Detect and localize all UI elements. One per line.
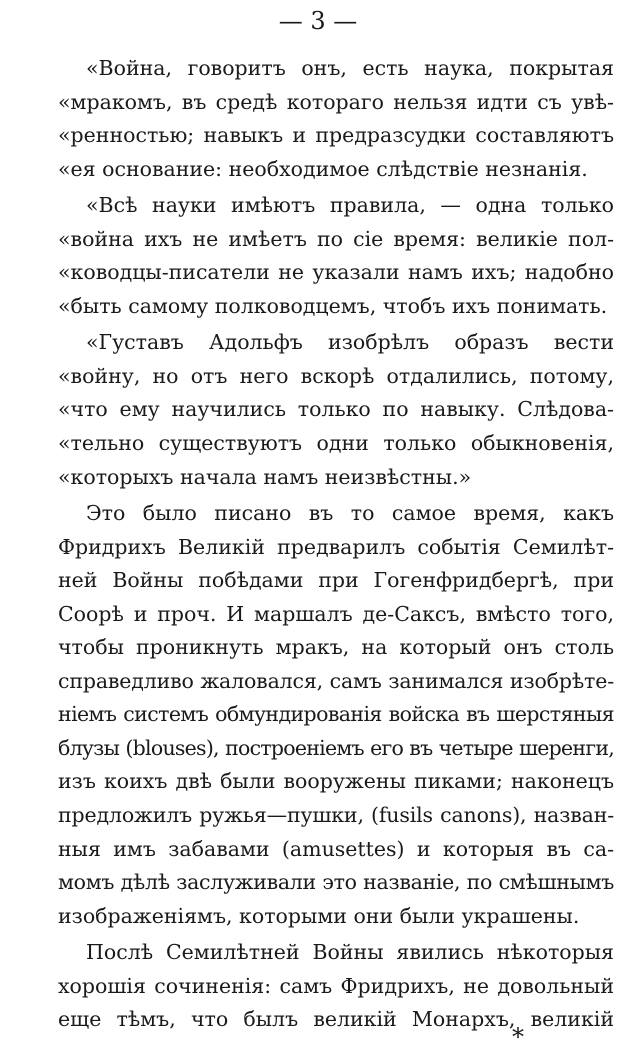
text-line: чтобы проникнуть мракъ, на который онъ столь [58,635,614,660]
text-line: «Густавъ Адольфъ изобрѣлъ образъ вести [86,330,614,355]
text-line: «война ихъ не имѣетъ по сіе время: великіе пол- [58,226,614,251]
text-line: «тельно существуютъ одни только обыкновенія, [58,431,614,456]
text-line: блузы (blouses), построеніемъ его въ четыре шеренги, [58,735,614,760]
text-line: ныя имъ забавами (amusettes) и которыя въ са- [58,836,614,861]
text-line: «мракомъ, въ средѣ котораго нельзя идти съ увѣ- [58,89,614,114]
text-line: хорошія сочиненія: самъ Фридрихъ, не довольный [58,973,614,998]
text-line: «быть самому полководцемъ, чтобъ ихъ понимать. [58,293,608,318]
text-line: «ководцы-писатели не указали намъ ихъ; надобно [58,260,614,285]
text-line: «ренностью; навыкъ и предразсудки составляютъ [58,123,614,148]
paragraph [58,497,614,933]
text-line: ніемъ системъ обмундированія войска въ шерстяныя [58,702,614,727]
text-line: изображеніямъ, которыми они были украшены. [58,903,580,928]
text-line: «войну, но отъ него вскорѣ отдалились, потому, [58,363,614,388]
text-line: «Война, говоритъ онъ, есть наука, покрытая [86,56,614,80]
text-line: «что ему научились только по навыку. Слѣдова- [58,397,614,422]
text-line: Соорѣ и проч. И маршалъ де-Саксъ, вмѣсто того, [58,601,614,626]
text-line: Послѣ Семилѣтней Войны явились нѣкоторыя [86,940,614,965]
paragraph [58,326,614,494]
body-text [58,52,614,1040]
text-line: Это было писано въ то самое время, какъ [86,501,614,526]
text-line: «которыхъ начала намъ неизвѣстны.» [58,464,472,489]
paragraph [58,936,614,1037]
page-number: — 3 — [278,7,358,35]
text-line: Фридрихъ Великій предварилъ событія Семилѣт- [58,534,614,559]
text-line: «Всѣ науки имѣютъ правила, — одна только [86,193,614,218]
text-line: еще тѣмъ, что былъ великій Монархъ, великій [58,1007,614,1032]
signature-mark: * [512,1023,524,1051]
text-line: справедливо жаловался, самъ занимался изобрѣте- [58,668,614,693]
paragraph [58,52,614,186]
text-line: изъ коихъ двѣ были вооружены пиками; наконецъ [58,769,614,794]
text-line: момъ дѣлѣ заслуживали это названіе, по смѣшнымъ [58,870,614,895]
text-line: ней Войны побѣдами при Гогенфридбергѣ, при [58,568,614,593]
paragraph [58,189,614,323]
text-line: предложилъ ружья—пушки, (fusils canons), назван- [58,803,614,828]
text-line: «ея основание: необходимое слѣдствіе незнанія. [58,156,588,181]
